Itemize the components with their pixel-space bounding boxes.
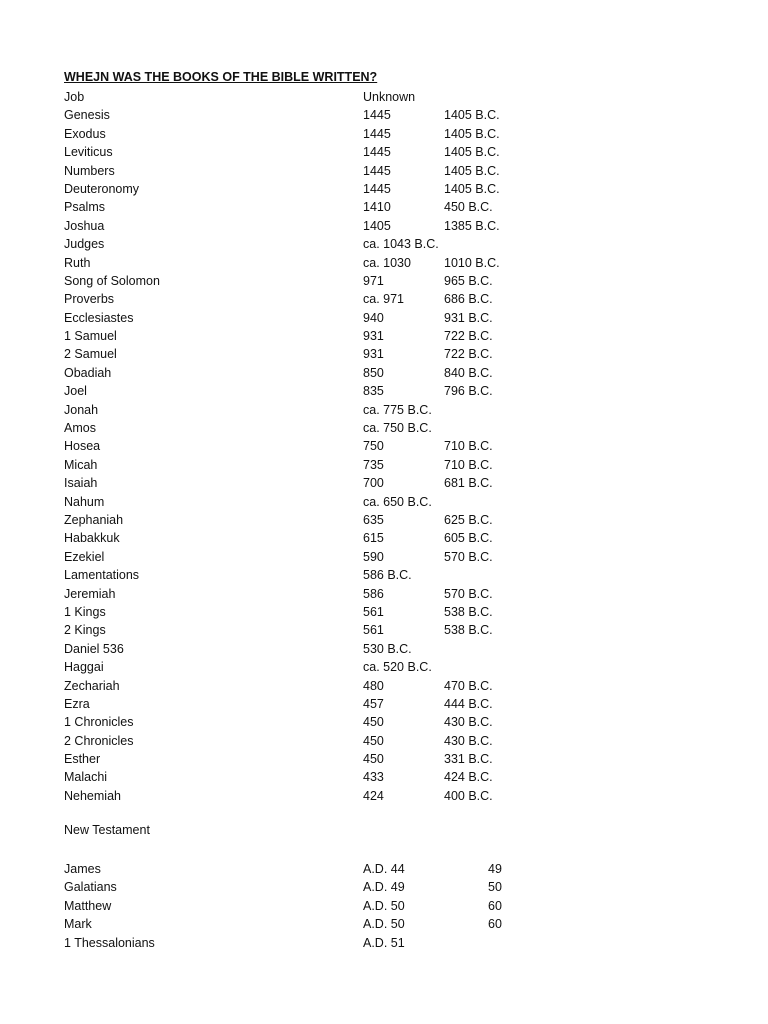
book-name: 1 Kings [64, 604, 106, 619]
date-start: A.D. 44 [363, 862, 405, 876]
book-name: Daniel 536 [64, 641, 124, 656]
date-start: 561 [363, 604, 384, 619]
old-testament-list [64, 88, 744, 805]
table-row [64, 364, 744, 382]
table-row [64, 768, 744, 786]
date-end: 570 B.C. [444, 549, 493, 564]
date-start: 1405 [363, 218, 391, 233]
date-start: ca. 1030 [363, 255, 411, 270]
book-name: Ezekiel [64, 549, 105, 564]
table-row [64, 456, 744, 474]
book-name: Jonah [64, 402, 99, 417]
table-row [64, 345, 744, 363]
book-name: Amos [64, 421, 96, 436]
date-end: 1405 B.C. [444, 145, 500, 160]
book-name: Judges [64, 237, 105, 252]
book-name: Joel [64, 384, 87, 399]
book-name: Micah [64, 457, 98, 472]
book-name: Isaiah [64, 476, 98, 491]
date-start: 1445 [363, 126, 391, 141]
book-name: Genesis [64, 108, 110, 123]
book-name: Lamentations [64, 568, 140, 583]
document-title: WHEJN WAS THE BOOKS OF THE BIBLE WRITTEN? [64, 70, 378, 84]
table-row [64, 493, 744, 511]
book-name: Proverbs [64, 292, 115, 307]
date-start: ca. 971 [363, 292, 405, 307]
table-row [64, 125, 744, 143]
table-row [64, 640, 744, 658]
table-row [64, 897, 744, 915]
date-end: 796 B.C. [444, 384, 493, 399]
table-row [64, 750, 744, 768]
book-name: 1 Thessalonians [64, 935, 155, 950]
table-row [64, 529, 744, 547]
date-end: 1405 B.C. [444, 126, 500, 141]
book-name: Leviticus [64, 145, 113, 160]
date-end: 1405 B.C. [444, 181, 500, 196]
date-end: 570 B.C. [444, 586, 493, 601]
table-row [64, 511, 744, 529]
date-end: 722 B.C. [444, 329, 493, 344]
date-start: 450 [363, 733, 384, 748]
table-row [64, 585, 744, 603]
table-row [64, 878, 744, 896]
table-row [64, 382, 744, 400]
date-start: 1445 [363, 163, 391, 178]
table-row [64, 621, 744, 639]
table-row [64, 934, 744, 952]
date-start: A.D. 50 [363, 898, 405, 913]
table-row [64, 143, 744, 161]
table-row [64, 327, 744, 345]
book-name: Numbers [64, 163, 115, 178]
book-name: Matthew [64, 898, 112, 913]
date-start: 850 [363, 365, 384, 380]
date-start: 635 [363, 512, 384, 527]
table-row [64, 235, 744, 253]
book-name: Esther [64, 752, 101, 767]
date-start: ca. 750 B.C. [363, 421, 432, 436]
book-name: Ruth [64, 255, 91, 270]
date-end: 625 B.C. [444, 512, 493, 527]
book-name: 2 Chronicles [64, 733, 134, 748]
table-row [64, 787, 744, 805]
table-row [64, 603, 744, 621]
date-end: 710 B.C. [444, 457, 493, 472]
date-start: 615 [363, 531, 384, 546]
book-name: Haggai [64, 660, 104, 675]
new-testament-list [64, 860, 744, 952]
date-end: 1405 B.C. [444, 108, 500, 123]
book-name: Mark [64, 917, 92, 932]
date-end: 538 B.C. [444, 623, 493, 638]
table-row [64, 548, 744, 566]
date-start: 1445 [363, 108, 391, 123]
date-end: 444 B.C. [444, 696, 493, 711]
date-end: 681 B.C. [444, 476, 493, 491]
book-name: Galatians [64, 880, 117, 895]
table-row [64, 254, 744, 272]
book-name: Ezra [64, 696, 90, 711]
date-start: 700 [363, 476, 384, 491]
date-end: 722 B.C. [444, 347, 493, 362]
table-row [64, 713, 744, 731]
date-end: 430 B.C. [444, 715, 493, 730]
date-start: 835 [363, 384, 384, 399]
date-end: 430 B.C. [444, 733, 493, 748]
date-start: 940 [363, 310, 384, 325]
date-start: 530 B.C. [363, 641, 412, 656]
date-start: 457 [363, 696, 384, 711]
date-start: 586 [363, 586, 384, 601]
book-name: 1 Samuel [64, 329, 117, 344]
table-row [64, 860, 744, 878]
table-row [64, 88, 744, 106]
date-start: 586 B.C. [363, 568, 412, 583]
date-end: 331 B.C. [444, 752, 493, 767]
date-start: 1445 [363, 181, 391, 196]
date-end: 1385 B.C. [444, 218, 500, 233]
date-start: ca. 650 B.C. [363, 494, 432, 509]
date-end: 840 B.C. [444, 365, 493, 380]
date-end: 710 B.C. [444, 439, 493, 454]
book-name: James [64, 862, 101, 876]
table-row [64, 309, 744, 327]
date-start: 424 [363, 788, 384, 803]
book-name: 1 Chronicles [64, 715, 134, 730]
book-name: Hosea [64, 439, 101, 454]
date-start: 433 [363, 770, 384, 785]
date-end: 50 [488, 880, 502, 895]
table-row [64, 290, 744, 308]
date-start: 590 [363, 549, 384, 564]
book-name: Habakkuk [64, 531, 120, 546]
book-name: Zechariah [64, 678, 120, 693]
date-start: 750 [363, 439, 384, 454]
table-row [64, 915, 744, 933]
date-start: 450 [363, 752, 384, 767]
date-start: 450 [363, 715, 384, 730]
table-row [64, 695, 744, 713]
date-start: A.D. 50 [363, 917, 405, 932]
date-start: 561 [363, 623, 384, 638]
book-name: 2 Kings [64, 623, 106, 638]
table-row [64, 198, 744, 216]
date-start: 1445 [363, 145, 391, 160]
book-name: Deuteronomy [64, 181, 140, 196]
book-name: Joshua [64, 218, 105, 233]
table-row [64, 732, 744, 750]
book-name: Job [64, 90, 85, 104]
date-end: 965 B.C. [444, 273, 493, 288]
book-name: Jeremiah [64, 586, 116, 601]
date-end: 424 B.C. [444, 770, 493, 785]
date-start: A.D. 49 [363, 880, 405, 895]
date-start: ca. 1043 B.C. [363, 237, 439, 252]
new-testament-heading: New Testament [64, 823, 150, 837]
table-row [64, 180, 744, 198]
table-row [64, 217, 744, 235]
book-name: Nahum [64, 494, 105, 509]
book-name: Psalms [64, 200, 105, 215]
table-row [64, 677, 744, 695]
date-start: 1410 [363, 200, 391, 215]
book-name: Zephaniah [64, 512, 124, 527]
date-start: 931 [363, 329, 384, 344]
date-end: 1405 B.C. [444, 163, 500, 178]
date-end: 605 B.C. [444, 531, 493, 546]
table-row [64, 437, 744, 455]
table-row [64, 106, 744, 124]
table-row [64, 658, 744, 676]
table-row [64, 401, 744, 419]
book-name: Exodus [64, 126, 106, 141]
date-end: 49 [488, 862, 502, 876]
table-row [64, 272, 744, 290]
date-end: 60 [488, 917, 502, 932]
table-row [64, 162, 744, 180]
date-start: A.D. 51 [363, 935, 405, 950]
date-end: 470 B.C. [444, 678, 493, 693]
date-start: 480 [363, 678, 384, 693]
book-name: Song of Solomon [64, 273, 160, 288]
date-start: 735 [363, 457, 384, 472]
book-name: Obadiah [64, 365, 112, 380]
book-name: Nehemiah [64, 788, 121, 803]
date-end: 686 B.C. [444, 292, 493, 307]
book-name: 2 Samuel [64, 347, 117, 362]
date-end: 450 B.C. [444, 200, 493, 215]
date-start: ca. 775 B.C. [363, 402, 432, 417]
book-name: Malachi [64, 770, 108, 785]
date-end: 60 [488, 898, 502, 913]
date-end: 1010 B.C. [444, 255, 500, 270]
table-row [64, 474, 744, 492]
date-end: 931 B.C. [444, 310, 493, 325]
date-start: 971 [363, 273, 384, 288]
date-start: Unknown [363, 90, 416, 104]
book-name: Ecclesiastes [64, 310, 134, 325]
date-start: ca. 520 B.C. [363, 660, 432, 675]
date-end: 400 B.C. [444, 788, 493, 803]
table-row [64, 566, 744, 584]
date-end: 538 B.C. [444, 604, 493, 619]
date-start: 931 [363, 347, 384, 362]
table-row [64, 419, 744, 437]
